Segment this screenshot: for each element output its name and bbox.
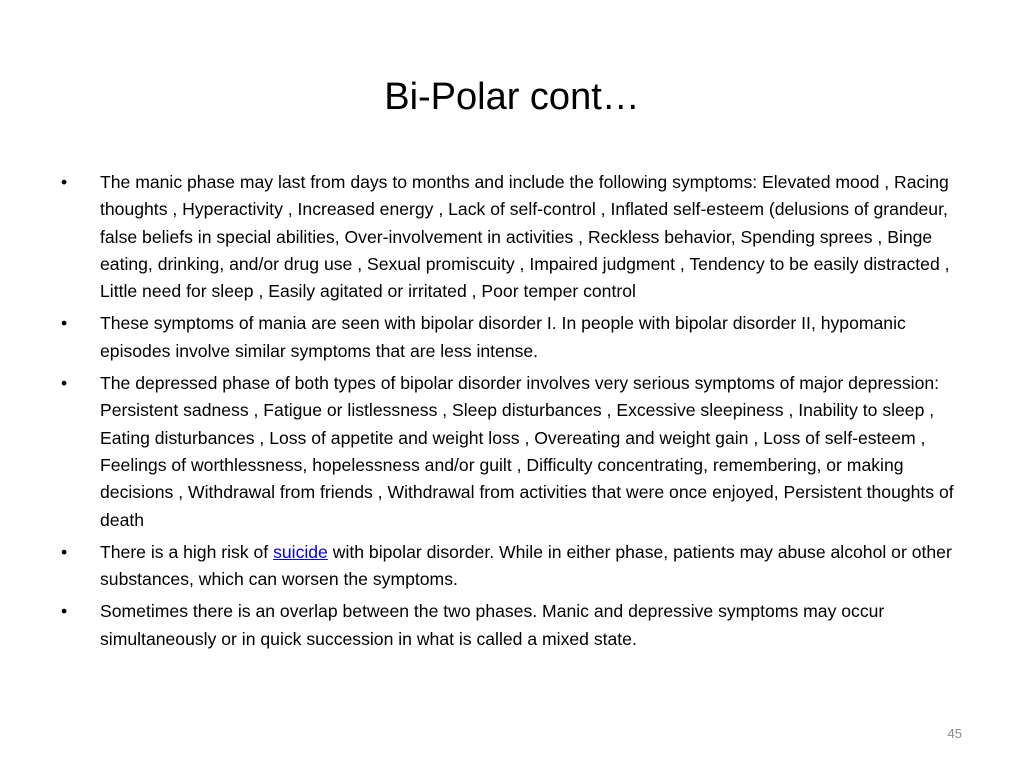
page-number: 45 <box>947 726 962 741</box>
bullet-glyph: • <box>61 541 68 562</box>
bullet-item-manic-phase <box>60 169 972 305</box>
bullet-item-mania-types <box>60 310 972 365</box>
bullet-text-after-link: with bipolar disorder. While in either phase, patients may abuse alcohol or other substances, which can worsen the symptoms. <box>100 541 952 590</box>
bullet-item-mixed-state <box>60 598 972 653</box>
bullet-text-before-link: There is a high risk of <box>100 541 274 562</box>
bullet-glyph: • <box>61 313 68 334</box>
suicide-link[interactable]: suicide <box>273 541 328 562</box>
bullet-text: Sometimes there is an overlap between the two phases. Manic and depressive symptoms may occur simultaneously or in quick succession in what is called a mixed state. <box>100 601 885 649</box>
bullet-glyph: • <box>61 373 68 394</box>
bullet-item-suicide-risk <box>60 539 972 594</box>
bullet-text: The depressed phase of both types of bipolar disorder involves very serious symptoms of major depression: Persistent sadness , Fatigue or listlessness , Sleep disturbances , Excessive sleepiness , Inability to sleep , Eating disturbances , Loss of appetite and weight loss , Overeating and weight gain , Loss of self-esteem , Feelings of worthlessness, hopelessness and/or guilt , Difficulty concentrating, remembering, or making decisions , Withdrawal from friends , Withdrawal from activities that were once enjoyed, Persistent thoughts of death <box>100 373 954 530</box>
bullet-text <box>100 542 952 589</box>
bullet-text: The manic phase may last from days to months and include the following symptoms: Elevated mood , Racing thoughts , Hyperactivity , Increased energy , Lack of self-control , Inflated self-esteem (delusions of grandeur, false beliefs in special abilities, Over-involvement in activities , Reckless behavior, Spending sprees , Binge eating, drinking, and/or drug use , Sexual promiscuity , Impaired judgment , Tendency to be easily distracted , Little need for sleep , Easily agitated or irritated , Poor temper control <box>100 172 950 302</box>
slide-title: Bi-Polar cont… <box>384 76 640 118</box>
bullet-item-depressed-phase <box>60 370 972 534</box>
bullet-glyph: • <box>61 601 68 622</box>
bullet-list <box>60 169 972 658</box>
bullet-glyph: • <box>61 172 68 192</box>
bullet-text: These symptoms of mania are seen with bipolar disorder I. In people with bipolar disorder II, hypomanic episodes involve similar symptoms that are less intense. <box>100 313 906 361</box>
